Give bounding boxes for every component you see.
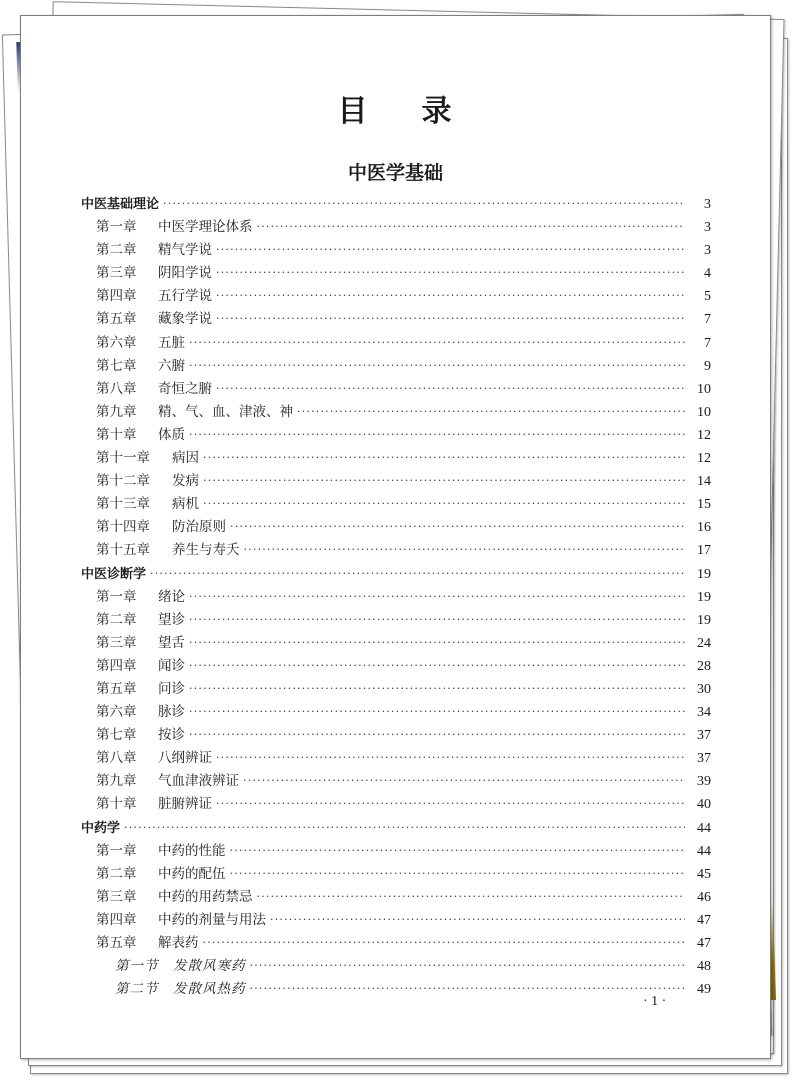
toc-entry-number: 第三章: [96, 888, 137, 905]
toc-entry-page-number: 17: [697, 543, 711, 559]
toc-entry-section[interactable]: [81, 563, 711, 586]
toc-entry-label: [81, 262, 212, 285]
toc-entry-title: 中药的用药禁忌: [158, 888, 253, 905]
toc-entry-number: 第九章: [96, 773, 137, 790]
toc-entry-chapter[interactable]: [81, 355, 711, 378]
toc-entry-page-number: 3: [704, 243, 711, 259]
dot-leader: [216, 238, 685, 261]
toc-entry-number: 第二章: [96, 242, 137, 259]
toc-entry-title: 病因: [172, 450, 199, 467]
toc-entry-number: 第八章: [96, 380, 137, 397]
toc-entry-label: [81, 332, 185, 355]
dot-leader: [189, 700, 685, 723]
dot-leader: [203, 492, 685, 515]
toc-entry-page-number: 12: [697, 451, 711, 467]
toc-entry-label: [81, 909, 266, 932]
toc-entry-number: 第一章: [96, 588, 137, 605]
dot-leader: [230, 515, 685, 538]
toc-entry-chapter[interactable]: [81, 285, 711, 308]
dot-leader: [203, 469, 685, 492]
dot-leader: [189, 608, 685, 631]
toc-entry-page-number: 19: [697, 566, 711, 582]
toc-entry-page-number: 19: [697, 589, 711, 605]
toc-entry-number: 第十三章: [96, 496, 150, 513]
toc-entry-title: 气血津液辨证: [158, 773, 239, 790]
toc-entry-number: 第四章: [96, 911, 137, 928]
toc-entry-title: 防治原则: [172, 519, 226, 536]
toc-entry-chapter[interactable]: [81, 793, 711, 816]
toc-entry-page-number: 44: [697, 820, 711, 836]
toc-entry-page-number: 3: [704, 220, 711, 236]
dot-leader: [203, 931, 686, 954]
toc-entry-number: 第三章: [96, 265, 137, 282]
toc-entry-page-number: 47: [697, 912, 711, 928]
toc-entry-number: 第四章: [96, 288, 137, 305]
toc-entry-page-number: 15: [697, 497, 711, 513]
toc-entry-chapter[interactable]: [81, 886, 711, 909]
toc-entry-chapter[interactable]: [81, 539, 711, 562]
toc-entry-title: 发散风寒药: [173, 958, 246, 975]
toc-entry-title: 五行学说: [158, 288, 212, 305]
toc-entry-page-number: 28: [697, 658, 711, 674]
toc-entry-page-number: 34: [697, 705, 711, 721]
toc-entry-title: 中药学: [81, 820, 121, 836]
toc-entry-label: [81, 470, 199, 493]
toc-entry-page-number: 16: [697, 520, 711, 536]
toc-entry-chapter[interactable]: [81, 770, 711, 793]
dot-leader: [216, 377, 685, 400]
toc-entry-label: [81, 447, 199, 470]
part-title: 中医学基础: [347, 162, 443, 184]
toc-entry-label: [81, 609, 185, 632]
toc-entry-label: [81, 216, 253, 239]
toc-entry-title: 体质: [158, 426, 185, 443]
toc-entry-page-number: 48: [697, 959, 711, 975]
toc-entry-label: [81, 355, 185, 378]
toc-entry-page-number: 44: [697, 843, 711, 859]
toc-entry-title: 五脏: [158, 334, 185, 351]
toc-entry-chapter[interactable]: [81, 332, 711, 355]
toc-entry-number: 第二章: [96, 865, 137, 882]
toc-entry-title: 闻诊: [158, 657, 185, 674]
toc-page: [20, 15, 771, 1059]
toc-entry-page-number: 24: [697, 635, 711, 651]
dot-leader: [189, 723, 685, 746]
dot-leader: [216, 746, 685, 769]
dot-leader: [203, 446, 685, 469]
footer-page-number: · 1 ·: [643, 994, 667, 1009]
toc-entry-title: 发病: [172, 473, 199, 490]
toc-entry-title: 藏象学说: [158, 311, 212, 328]
toc-entry-page-number: 49: [697, 982, 711, 998]
toc-entry-page-number: 7: [704, 335, 711, 351]
toc-entry-label: [81, 563, 146, 586]
dot-leader: [257, 215, 686, 238]
toc-entry-number: 第五章: [96, 935, 137, 951]
toc-entry-label: [81, 308, 212, 331]
toc-entry-title: 解表药: [158, 935, 199, 951]
toc-entry-page-number: 4: [704, 266, 711, 282]
toc-entry-label: [81, 840, 226, 863]
toc-entry-label: [81, 401, 293, 424]
toc-entry-chapter[interactable]: [81, 678, 711, 701]
toc-entry-label: [81, 539, 240, 562]
dot-leader: [124, 816, 685, 839]
toc-entry-chapter[interactable]: [81, 401, 711, 424]
dot-leader: [244, 538, 686, 561]
toc-entry-page-number: 47: [697, 936, 711, 951]
dot-leader: [216, 792, 685, 815]
toc-entry-number: 第三章: [96, 634, 137, 651]
toc-entry-title: 六腑: [158, 357, 185, 374]
toc-entry-chapter[interactable]: [81, 747, 711, 770]
toc-entry-chapter[interactable]: [81, 516, 711, 539]
toc-entry-number: 第八章: [96, 750, 137, 767]
dot-leader: [189, 331, 685, 354]
dot-leader: [257, 885, 686, 908]
toc-entry-page-number: 37: [697, 751, 711, 767]
toc-entry-label: [81, 678, 185, 701]
toc-entry-label: [81, 932, 199, 955]
toc-entry-label: [81, 978, 246, 1001]
toc-entry-label: [81, 955, 246, 978]
toc-entry-page-number: 5: [704, 289, 711, 305]
title-char-1: 目: [337, 94, 370, 129]
toc-entry-number: 第十五章: [96, 542, 150, 559]
dot-leader: [230, 862, 686, 885]
toc-entry-number: 第十章: [96, 426, 137, 443]
toc-entry-number: 第十章: [96, 796, 137, 813]
toc-entry-chapter[interactable]: [81, 378, 711, 401]
toc-entry-label: [81, 285, 212, 308]
toc-entry-label: [81, 863, 226, 886]
dot-leader: [250, 954, 686, 977]
toc-entry-title: 养生与寿夭: [172, 542, 240, 559]
toc-entry-chapter[interactable]: [81, 308, 711, 331]
toc-entry-number: 第七章: [96, 727, 137, 744]
toc-entry-title: 望舌: [158, 634, 185, 651]
toc-entry-chapter[interactable]: [81, 424, 711, 447]
toc-entry-title: 中药的配伍: [158, 865, 226, 882]
toc-entry-page-number: 12: [697, 427, 711, 443]
toc-entry-page-number: 30: [697, 681, 711, 697]
toc-entry-label: [81, 493, 199, 516]
toc-entry-title: 中医基础理论: [81, 197, 160, 212]
toc-entry-label: [81, 193, 159, 216]
toc-entry-title: 病机: [172, 496, 199, 513]
toc-entry-page-number: 19: [697, 612, 711, 628]
toc-entry-number: 第一章: [96, 842, 137, 859]
toc-entry-label: [81, 655, 185, 678]
toc-entry-chapter[interactable]: [81, 216, 711, 239]
toc-entry-number: 第一章: [96, 219, 137, 236]
toc-entry-number: 第一节: [115, 958, 159, 975]
toc-entry-title: 望诊: [158, 611, 185, 628]
toc-entry-title: 发散风热药: [173, 981, 246, 998]
toc-entry-title: 按诊: [158, 727, 185, 744]
toc-entry-title: 脏腑辨证: [158, 796, 212, 813]
toc-entry-number: 第六章: [96, 704, 137, 721]
toc-entry-number: 第七章: [96, 357, 137, 374]
dot-leader: [189, 585, 685, 608]
toc-entry-label: [81, 239, 212, 262]
toc-entry-label: [81, 817, 120, 840]
dot-leader: [189, 631, 685, 654]
toc-entry-chapter[interactable]: [81, 262, 711, 285]
toc-entry-chapter[interactable]: [81, 239, 711, 262]
toc-entry-chapter[interactable]: [81, 724, 711, 747]
toc-entry-number: 第五章: [96, 680, 137, 697]
toc-entry-number: 第十四章: [96, 519, 150, 536]
toc-entry-number: 第二章: [96, 611, 137, 628]
dot-leader: [163, 192, 685, 215]
toc-entry-subsection[interactable]: [81, 978, 711, 1001]
toc-entry-page-number: 14: [697, 474, 711, 490]
dot-leader: [150, 562, 685, 585]
toc-entry-page-number: 3: [704, 197, 711, 212]
toc-entry-number: 第四章: [96, 657, 137, 674]
toc-entry-title: 绪论: [158, 588, 185, 605]
toc-entry-number: 第九章: [96, 403, 137, 420]
dot-leader: [189, 423, 685, 446]
toc-entry-title: 中药的性能: [158, 842, 226, 859]
toc-entry-label: [81, 378, 212, 401]
toc-entry-chapter[interactable]: [81, 840, 711, 863]
toc-entry-section[interactable]: [81, 817, 711, 840]
dot-leader: [216, 307, 685, 330]
toc-entry-title: 精、气、血、津液、神: [158, 403, 293, 420]
toc-entry-chapter[interactable]: [81, 863, 711, 886]
toc-entry-chapter[interactable]: [81, 655, 711, 678]
toc-entry-chapter[interactable]: [81, 470, 711, 493]
toc-entry-title: 中药的剂量与用法: [158, 911, 266, 928]
dot-leader: [189, 354, 685, 377]
toc-entry-chapter[interactable]: [81, 586, 711, 609]
toc-entry-page-number: 9: [704, 358, 711, 374]
dot-leader: [270, 908, 685, 931]
page-title: [21, 86, 770, 130]
toc-entry-chapter[interactable]: [81, 909, 711, 932]
dot-leader: [189, 677, 685, 700]
toc-entry-title: 奇恒之腑: [158, 380, 212, 397]
toc-entry-section[interactable]: [81, 193, 711, 216]
toc-entry-title: 中医学理论体系: [158, 219, 253, 236]
toc-entry-page-number: 10: [697, 381, 711, 397]
toc-entry-number: 第二节: [115, 981, 159, 998]
toc-entry-title: 阴阳学说: [158, 265, 212, 282]
dot-leader: [216, 261, 685, 284]
dot-leader: [297, 400, 685, 423]
toc-entry-title: 八纲辨证: [158, 750, 212, 767]
toc-entry-title: 中医诊断学: [81, 566, 147, 582]
toc-entry-chapter[interactable]: [81, 609, 711, 632]
toc-entry-page-number: 46: [697, 889, 711, 905]
toc-entry-number: 第五章: [96, 311, 137, 328]
toc-entry-label: [81, 701, 185, 724]
dot-leader: [216, 284, 685, 307]
toc-entry-title: 精气学说: [158, 242, 212, 259]
toc-entry-chapter[interactable]: [81, 932, 711, 955]
toc-entry-chapter[interactable]: [81, 632, 711, 655]
toc-entry-subsection[interactable]: [81, 955, 711, 978]
toc-entry-chapter[interactable]: [81, 701, 711, 724]
toc-entry-label: [81, 632, 185, 655]
dot-leader: [189, 654, 685, 677]
toc-entry-page-number: 39: [697, 774, 711, 790]
toc-entry-label: [81, 516, 226, 539]
toc-entry-label: [81, 424, 185, 447]
title-char-2: 录: [421, 94, 454, 129]
toc-entry-label: [81, 747, 212, 770]
toc-entry-label: [81, 586, 185, 609]
toc-entry-label: [81, 793, 212, 816]
toc-entry-title: 脉诊: [158, 704, 185, 721]
dot-leader: [243, 769, 685, 792]
toc-entry-chapter[interactable]: [81, 493, 711, 516]
toc-entry-page-number: 7: [704, 312, 711, 328]
toc-entry-number: 第十一章: [96, 450, 150, 467]
toc-entry-page-number: 37: [697, 728, 711, 744]
toc-entry-label: [81, 724, 185, 747]
toc-entry-label: [81, 770, 239, 793]
dot-leader: [250, 977, 686, 1000]
toc-entry-chapter[interactable]: [81, 447, 711, 470]
toc-entry-page-number: 40: [697, 797, 711, 813]
toc-entry-number: 第六章: [96, 334, 137, 351]
toc-entry-title: 问诊: [158, 680, 185, 697]
toc-entry-label: [81, 886, 253, 909]
table-of-contents: [81, 193, 711, 1001]
dot-leader: [230, 839, 686, 862]
toc-entry-page-number: 10: [697, 404, 711, 420]
toc-entry-page-number: 45: [697, 866, 711, 882]
toc-entry-number: 第十二章: [96, 473, 150, 490]
